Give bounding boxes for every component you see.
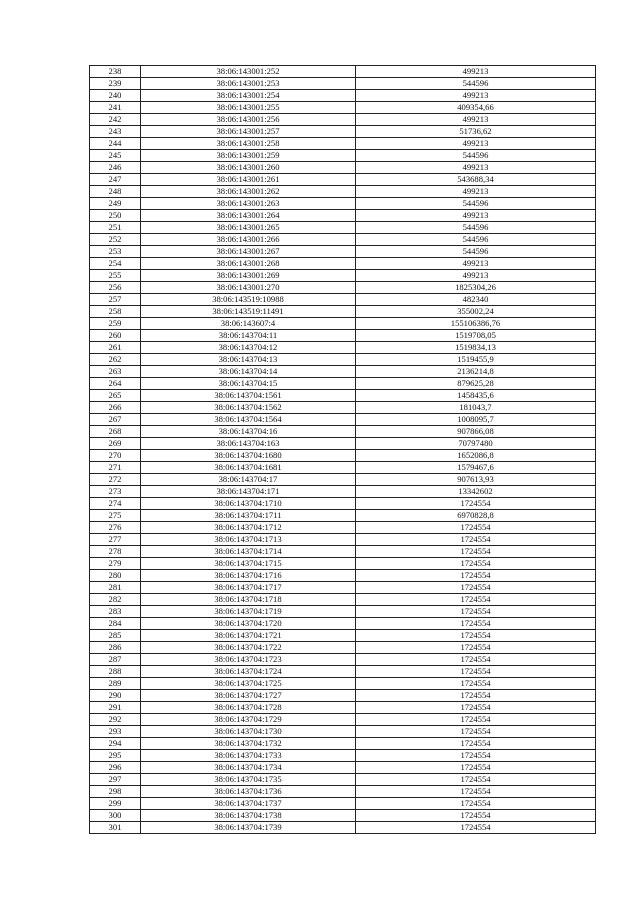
value-cell: 70797480 [356,438,596,450]
value-cell: 6970828,8 [356,510,596,522]
table-row [90,690,596,702]
cadastral-number-cell: 38:06:143001:264 [141,210,356,222]
cadastral-number-cell: 38:06:143704:1729 [141,714,356,726]
table-row [90,222,596,234]
value-cell: 1579467,6 [356,462,596,474]
value-cell: 1519834,13 [356,342,596,354]
cadastral-number-cell: 38:06:143704:15 [141,378,356,390]
table-row [90,354,596,366]
row-number-cell: 239 [90,78,141,90]
cadastral-number-cell: 38:06:143001:267 [141,246,356,258]
row-number-cell: 262 [90,354,141,366]
value-cell: 544596 [356,246,596,258]
table-row [90,534,596,546]
row-number-cell: 244 [90,138,141,150]
cadastral-number-cell: 38:06:143704:1680 [141,450,356,462]
table-row [90,474,596,486]
table-row [90,642,596,654]
value-cell: 181043,7 [356,402,596,414]
cadastral-number-cell: 38:06:143704:1724 [141,666,356,678]
cadastral-number-cell: 38:06:143704:1564 [141,414,356,426]
table-row [90,498,596,510]
value-cell: 1825304,26 [356,282,596,294]
row-number-cell: 280 [90,570,141,582]
value-cell: 1724554 [356,654,596,666]
value-cell: 1724554 [356,738,596,750]
cadastral-number-cell: 38:06:143704:1718 [141,594,356,606]
value-cell: 155106386,76 [356,318,596,330]
row-number-cell: 267 [90,414,141,426]
cadastral-number-cell: 38:06:143704:1738 [141,810,356,822]
row-number-cell: 288 [90,666,141,678]
row-number-cell: 290 [90,690,141,702]
table-row [90,522,596,534]
table-row [90,330,596,342]
value-cell: 543688,34 [356,174,596,186]
table-row [90,210,596,222]
value-cell: 1724554 [356,810,596,822]
table-row [90,666,596,678]
row-number-cell: 296 [90,762,141,774]
row-number-cell: 255 [90,270,141,282]
value-cell: 1724554 [356,582,596,594]
value-cell: 2136214,8 [356,366,596,378]
value-cell: 499213 [356,138,596,150]
table-row [90,90,596,102]
value-cell: 1724554 [356,534,596,546]
value-cell: 1458435,6 [356,390,596,402]
value-cell: 1724554 [356,786,596,798]
cadastral-number-cell: 38:06:143001:266 [141,234,356,246]
value-cell: 1724554 [356,498,596,510]
table-row [90,582,596,594]
table-row [90,774,596,786]
table-row [90,162,596,174]
row-number-cell: 275 [90,510,141,522]
value-cell: 355002,24 [356,306,596,318]
table-row [90,822,596,834]
row-number-cell: 291 [90,702,141,714]
cadastral-number-cell: 38:06:143001:263 [141,198,356,210]
row-number-cell: 265 [90,390,141,402]
table-row [90,402,596,414]
table-row [90,426,596,438]
table-row [90,78,596,90]
row-number-cell: 292 [90,714,141,726]
row-number-cell: 245 [90,150,141,162]
row-number-cell: 276 [90,522,141,534]
cadastral-number-cell: 38:06:143704:1711 [141,510,356,522]
row-number-cell: 264 [90,378,141,390]
cadastral-number-cell: 38:06:143519:11491 [141,306,356,318]
value-cell: 1008095,7 [356,414,596,426]
cadastral-number-cell: 38:06:143704:1710 [141,498,356,510]
cadastral-number-cell: 38:06:143001:256 [141,114,356,126]
table-row [90,750,596,762]
cadastral-number-cell: 38:06:143704:1723 [141,654,356,666]
table-row [90,786,596,798]
value-cell: 1724554 [356,546,596,558]
table-row [90,342,596,354]
table-row [90,606,596,618]
table-row [90,150,596,162]
table-row [90,810,596,822]
cadastral-number-cell: 38:06:143001:252 [141,66,356,78]
table-row [90,798,596,810]
value-cell: 907866,08 [356,426,596,438]
table-row [90,186,596,198]
table-row [90,366,596,378]
table-row [90,414,596,426]
value-cell: 1724554 [356,666,596,678]
row-number-cell: 257 [90,294,141,306]
value-cell: 1519455,9 [356,354,596,366]
cadastral-number-cell: 38:06:143001:261 [141,174,356,186]
cadastral-number-cell: 38:06:143704:14 [141,366,356,378]
value-cell: 409354,66 [356,102,596,114]
value-cell: 1724554 [356,642,596,654]
value-cell: 1724554 [356,570,596,582]
table-row [90,294,596,306]
table-row [90,726,596,738]
table-row [90,270,596,282]
value-cell: 499213 [356,210,596,222]
table-row [90,102,596,114]
row-number-cell: 251 [90,222,141,234]
table-row [90,438,596,450]
row-number-cell: 287 [90,654,141,666]
row-number-cell: 266 [90,402,141,414]
row-number-cell: 250 [90,210,141,222]
row-number-cell: 252 [90,234,141,246]
value-cell: 544596 [356,78,596,90]
cadastral-number-cell: 38:06:143704:1732 [141,738,356,750]
cadastral-number-cell: 38:06:143704:1737 [141,798,356,810]
value-cell: 499213 [356,66,596,78]
cadastral-number-cell: 38:06:143704:1681 [141,462,356,474]
cadastral-number-cell: 38:06:143704:13 [141,354,356,366]
cadastral-number-cell: 38:06:143001:254 [141,90,356,102]
row-number-cell: 283 [90,606,141,618]
cadastral-number-cell: 38:06:143704:1716 [141,570,356,582]
value-cell: 499213 [356,270,596,282]
cadastral-number-cell: 38:06:143704:16 [141,426,356,438]
value-cell: 1652086,8 [356,450,596,462]
row-number-cell: 259 [90,318,141,330]
cadastral-number-cell: 38:06:143001:268 [141,258,356,270]
table-row [90,762,596,774]
cadastral-number-cell: 38:06:143607:4 [141,318,356,330]
table-row [90,738,596,750]
table-row [90,198,596,210]
row-number-cell: 301 [90,822,141,834]
table-row [90,138,596,150]
row-number-cell: 300 [90,810,141,822]
table-row [90,378,596,390]
cadastral-number-cell: 38:06:143704:171 [141,486,356,498]
row-number-cell: 256 [90,282,141,294]
table-row [90,450,596,462]
value-cell: 51736,62 [356,126,596,138]
row-number-cell: 286 [90,642,141,654]
row-number-cell: 268 [90,426,141,438]
cadastral-number-cell: 38:06:143704:1727 [141,690,356,702]
value-cell: 1724554 [356,522,596,534]
cadastral-number-cell: 38:06:143001:257 [141,126,356,138]
table-row [90,462,596,474]
value-cell: 1724554 [356,606,596,618]
table-row [90,234,596,246]
row-number-cell: 277 [90,534,141,546]
row-number-cell: 269 [90,438,141,450]
cadastral-number-cell: 38:06:143001:262 [141,186,356,198]
cadastral-number-cell: 38:06:143704:1734 [141,762,356,774]
row-number-cell: 240 [90,90,141,102]
value-cell: 1724554 [356,630,596,642]
cadastral-number-cell: 38:06:143001:269 [141,270,356,282]
table-row [90,702,596,714]
cadastral-number-cell: 38:06:143704:1739 [141,822,356,834]
table-row [90,318,596,330]
value-cell: 544596 [356,150,596,162]
value-cell: 907613,93 [356,474,596,486]
table-row [90,258,596,270]
value-cell: 1724554 [356,558,596,570]
value-cell: 879625,28 [356,378,596,390]
value-cell: 499213 [356,186,596,198]
table-row [90,594,596,606]
value-cell: 499213 [356,258,596,270]
value-cell: 499213 [356,90,596,102]
table-row [90,570,596,582]
row-number-cell: 289 [90,678,141,690]
cadastral-number-cell: 38:06:143704:1720 [141,618,356,630]
cadastral-number-cell: 38:06:143001:255 [141,102,356,114]
cadastral-number-cell: 38:06:143704:11 [141,330,356,342]
table-row [90,306,596,318]
cadastral-number-cell: 38:06:143704:1712 [141,522,356,534]
value-cell: 1724554 [356,750,596,762]
table-row [90,390,596,402]
row-number-cell: 249 [90,198,141,210]
row-number-cell: 294 [90,738,141,750]
row-number-cell: 299 [90,798,141,810]
row-number-cell: 241 [90,102,141,114]
row-number-cell: 271 [90,462,141,474]
table-row [90,246,596,258]
table-row [90,114,596,126]
row-number-cell: 297 [90,774,141,786]
row-number-cell: 243 [90,126,141,138]
value-cell: 1724554 [356,594,596,606]
cadastral-number-cell: 38:06:143519:10988 [141,294,356,306]
row-number-cell: 284 [90,618,141,630]
table-row [90,486,596,498]
row-number-cell: 260 [90,330,141,342]
cadastral-number-cell: 38:06:143704:1725 [141,678,356,690]
row-number-cell: 270 [90,450,141,462]
row-number-cell: 248 [90,186,141,198]
row-number-cell: 272 [90,474,141,486]
table-row [90,654,596,666]
row-number-cell: 295 [90,750,141,762]
value-cell: 13342602 [356,486,596,498]
table-row [90,618,596,630]
cadastral-number-cell: 38:06:143704:17 [141,474,356,486]
table-row [90,678,596,690]
cadastral-number-cell: 38:06:143001:270 [141,282,356,294]
row-number-cell: 253 [90,246,141,258]
row-number-cell: 238 [90,66,141,78]
value-cell: 1724554 [356,774,596,786]
row-number-cell: 285 [90,630,141,642]
table-row [90,126,596,138]
cadastral-number-cell: 38:06:143704:163 [141,438,356,450]
row-number-cell: 281 [90,582,141,594]
value-cell: 499213 [356,162,596,174]
table-row [90,66,596,78]
value-cell: 1724554 [356,762,596,774]
table-row [90,282,596,294]
cadastral-number-cell: 38:06:143704:1728 [141,702,356,714]
cadastral-number-cell: 38:06:143704:1719 [141,606,356,618]
table-row [90,558,596,570]
cadastral-number-cell: 38:06:143704:1730 [141,726,356,738]
cadastral-number-cell: 38:06:143704:1715 [141,558,356,570]
value-cell: 1724554 [356,798,596,810]
value-cell: 1724554 [356,822,596,834]
value-cell: 482340 [356,294,596,306]
cadastral-number-cell: 38:06:143001:258 [141,138,356,150]
row-number-cell: 246 [90,162,141,174]
row-number-cell: 247 [90,174,141,186]
value-cell: 544596 [356,198,596,210]
cadastral-number-cell: 38:06:143001:253 [141,78,356,90]
table-row [90,546,596,558]
cadastral-number-cell: 38:06:143001:265 [141,222,356,234]
cadastral-number-cell: 38:06:143704:1717 [141,582,356,594]
cadastral-number-cell: 38:06:143704:1721 [141,630,356,642]
cadastral-number-cell: 38:06:143704:12 [141,342,356,354]
cadastral-number-cell: 38:06:143001:260 [141,162,356,174]
cadastral-number-cell: 38:06:143704:1714 [141,546,356,558]
row-number-cell: 261 [90,342,141,354]
row-number-cell: 263 [90,366,141,378]
cadastral-number-cell: 38:06:143704:1733 [141,750,356,762]
row-number-cell: 298 [90,786,141,798]
row-number-cell: 258 [90,306,141,318]
value-cell: 544596 [356,222,596,234]
cadastral-number-cell: 38:06:143704:1713 [141,534,356,546]
row-number-cell: 278 [90,546,141,558]
value-cell: 1724554 [356,678,596,690]
cadastral-number-cell: 38:06:143704:1735 [141,774,356,786]
table-row [90,510,596,522]
cadastral-number-cell: 38:06:143001:259 [141,150,356,162]
cadastral-value-table [89,65,596,834]
table-body [90,66,596,834]
row-number-cell: 279 [90,558,141,570]
row-number-cell: 254 [90,258,141,270]
row-number-cell: 242 [90,114,141,126]
value-cell: 1724554 [356,702,596,714]
value-cell: 499213 [356,114,596,126]
cadastral-number-cell: 38:06:143704:1561 [141,390,356,402]
row-number-cell: 293 [90,726,141,738]
row-number-cell: 273 [90,486,141,498]
table-row [90,630,596,642]
value-cell: 1724554 [356,690,596,702]
table-row [90,174,596,186]
cadastral-number-cell: 38:06:143704:1562 [141,402,356,414]
cadastral-number-cell: 38:06:143704:1736 [141,786,356,798]
table-row [90,714,596,726]
value-cell: 544596 [356,234,596,246]
value-cell: 1724554 [356,618,596,630]
value-cell: 1724554 [356,726,596,738]
row-number-cell: 282 [90,594,141,606]
row-number-cell: 274 [90,498,141,510]
cadastral-number-cell: 38:06:143704:1722 [141,642,356,654]
value-cell: 1519708,05 [356,330,596,342]
value-cell: 1724554 [356,714,596,726]
